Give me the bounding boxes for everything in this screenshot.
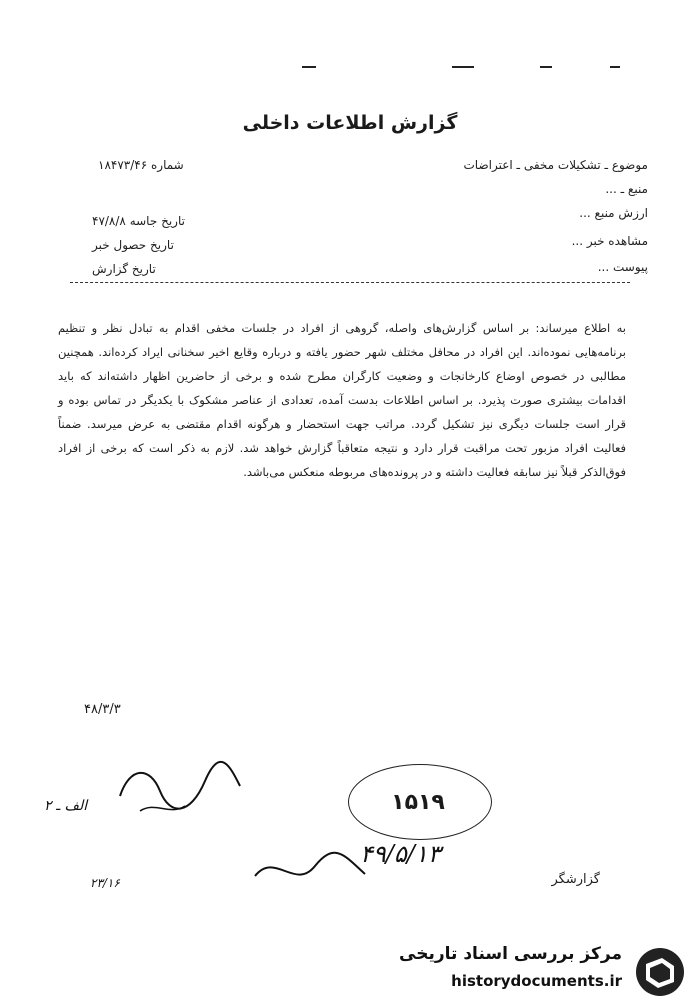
side-note: الف ـ ۲ [44, 798, 88, 814]
scan-mark [302, 66, 316, 68]
org-name: مرکز بررسی اسناد تاریخی [399, 944, 622, 964]
date-note: ۴۸/۳/۳ [84, 702, 121, 717]
handwritten-signature [250, 846, 370, 896]
handwritten-date: ۴۹/۵/۱۳ [360, 840, 441, 868]
subject-field: موضوع ـ تشکیلات مخفی ـ اعتراضات [463, 158, 648, 172]
report-date-field: تاریخ گزارش [92, 262, 156, 276]
distribution-field: مشاهده خبر ... [571, 234, 648, 248]
document-number: شماره ۱۸۴۷۳/۴۶ [98, 158, 184, 172]
watermark-logo [399, 944, 692, 1002]
header-divider [70, 282, 630, 283]
scan-mark [610, 66, 620, 68]
news-date-field: تاریخ حصول خبر [92, 238, 174, 252]
website-url: historydocuments.ir [451, 972, 622, 990]
report-body: به اطلاع میرساند: بر اساس گزارش‌های واصله، گروهی از افراد در جلسات مخفی اقدام به تبادل نظر و تنظیم برنامه‌هایی نموده‌اند. این افراد در محافل مختلف شهر حضور یافته و درباره وقایع اخیر سخنانی ایراد کرده‌اند. همچنین مطالبی در خصوص اوضاع کارخانجات و وضعیت کارگران مطرح شده و برخی از حاضرین اظهار داشته‌اند که باید اقدامات بیشتری صورت پذیرد. بر اساس اطلاعات بدست آمده، تعدادی از عناصر مشکوک با یکدیگر در تماس بوده و قرار است جلسات دیگری نیز تشکیل گردد. مراتب جهت استحضار و هرگونه اقدام مقتضی به عرض میرسد. ضمناً فعالیت افراد مزبور تحت مراقبت قرار دارد و نتیجه متعاقباً گزارش خواهد شد. لازم به ذکر است که برخی از افراد فوق‌الذکر قبلاً نیز سابقه فعالیت داشته و در پرونده‌های مربوطه منعکس می‌باشد. [58, 321, 626, 479]
source-field: منبع ـ ... [605, 182, 648, 196]
received-label: گزارشگر [551, 872, 600, 887]
signature-scribble [110, 756, 250, 826]
scan-mark [540, 66, 552, 68]
rating-field: ارزش منبع ... [579, 206, 648, 220]
stamp-number: ۱۵۱۹ [391, 790, 445, 815]
bottom-code: ۲۳/۱۶ [90, 876, 120, 890]
issue-date-field: تاریخ جاسه ۴۷/۸/۸ [92, 214, 185, 228]
scan-mark [452, 66, 474, 68]
appendix-field: پیوست ... [597, 260, 648, 274]
archive-logo-icon [632, 946, 688, 998]
document-title: گزارش اطلاعات داخلی [242, 112, 458, 134]
